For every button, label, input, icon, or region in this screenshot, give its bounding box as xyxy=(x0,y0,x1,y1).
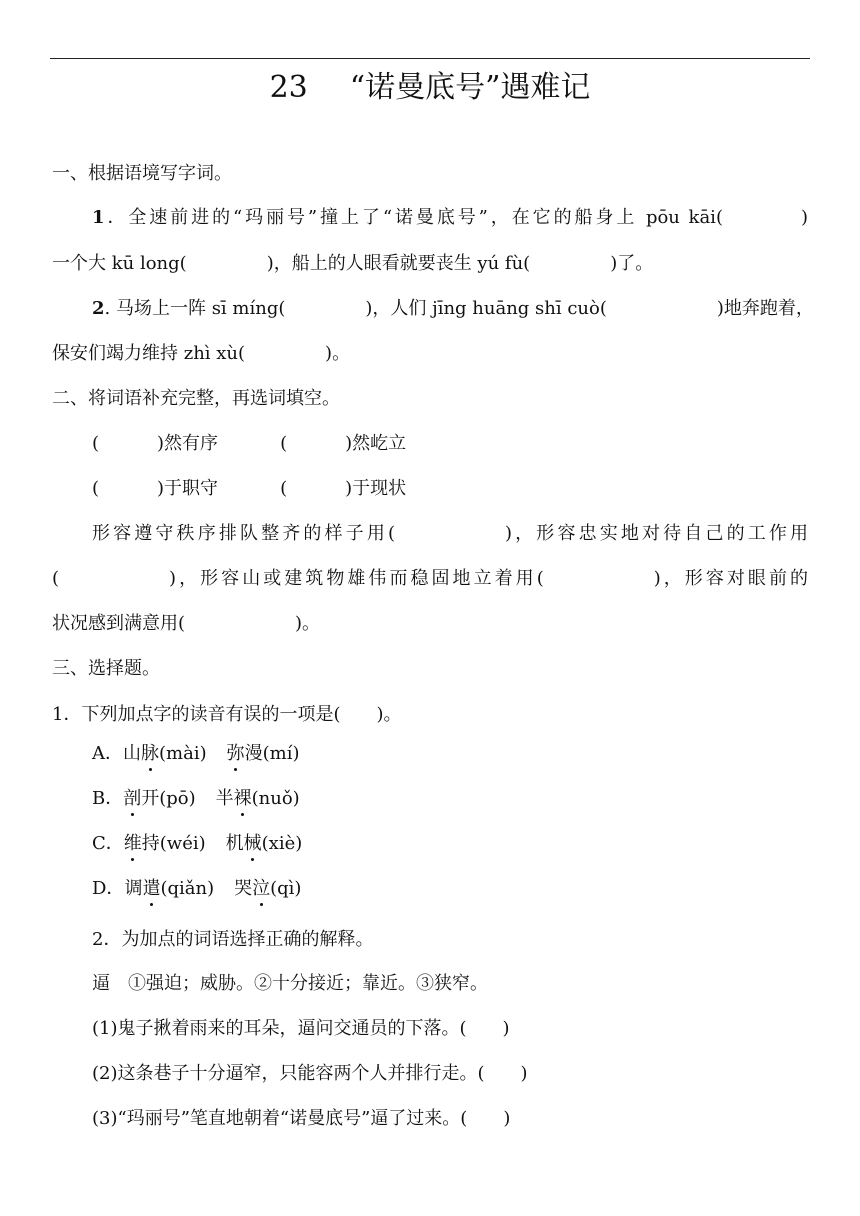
lesson-number: 23 xyxy=(269,70,308,105)
emphasis-dot-char: 裸 xyxy=(233,788,252,809)
header-rule xyxy=(50,58,810,59)
s3-q2-stem: 2．为加点的词语选择正确的解释。 xyxy=(92,929,374,950)
s3-q2-item-3[interactable]: (3)“玛丽号”笔直地朝着“诺曼底号”逼了过来。( ) xyxy=(92,1108,511,1129)
option-a[interactable]: A．山脉(mài) 弥漫(mí) xyxy=(92,743,300,764)
lesson-title: “诺曼底号”遇难记 xyxy=(349,70,591,105)
s1-q1-line1: 1．全速前进的“玛丽号”撞上了“诺曼底号”，在它的船身上 pōu kāi( ) xyxy=(92,207,808,228)
s3-q2-item-1[interactable]: (1)鬼子揪着雨来的耳朵，逼问交通员的下落。( ) xyxy=(92,1018,510,1039)
emphasis-dot-char: 泣 xyxy=(252,878,271,899)
emphasis-dot-char: 械 xyxy=(243,833,262,854)
s1-q2-line1: 2. 马场上一阵 sī míng( )，人们 jīng huāng shī cuò( )地奔跑着， xyxy=(92,298,814,319)
s3-q2-item-2[interactable]: (2)这条巷子十分逼窄，只能容两个人并排行走。( ) xyxy=(92,1063,528,1084)
s1-q2-number: 2 xyxy=(92,298,105,319)
s1-q1-line2: 一个大 kū long( )，船上的人眼看就要丧生 yú fù( )了。 xyxy=(52,253,654,274)
s3-q1-stem: 1．下列加点字的读音有误的一项是( )。 xyxy=(52,704,402,725)
emphasis-dot-char: 遣 xyxy=(142,878,161,899)
section-1-heading: 一、根据语境写字词。 xyxy=(52,163,232,184)
section-3-heading: 三、选择题。 xyxy=(52,658,160,679)
option-c[interactable]: C．维持(wéi) 机械(xiè) xyxy=(92,833,303,854)
s2-words-row2: ( )于职守 ( )于现状 xyxy=(92,478,407,499)
s2-paragraph-line2: ( )，形容山或建筑物雄伟而稳固地立着用( )，形容对眼前的 xyxy=(52,568,808,589)
emphasis-dot-char: 剖 xyxy=(123,788,142,809)
section-2-heading: 二、将词语补充完整，再选词填空。 xyxy=(52,388,340,409)
s1-q1-number: 1 xyxy=(92,207,105,228)
s3-q2-definition: 逼 ①强迫；威胁。②十分接近；靠近。③狭窄。 xyxy=(92,973,488,994)
option-d[interactable]: D．调遣(qiǎn) 哭泣(qì) xyxy=(92,878,302,899)
s2-paragraph-line1: 形容遵守秩序排队整齐的样子用( )，形容忠实地对待自己的工作用 xyxy=(92,523,808,544)
option-b[interactable]: B．剖开(pō) 半裸(nuǒ) xyxy=(92,788,300,809)
emphasis-dot-char: 弥 xyxy=(226,743,245,764)
s2-words-row1: ( )然有序 ( )然屹立 xyxy=(92,433,407,454)
s1-q2-line2: 保安们竭力维持 zhì xù( )。 xyxy=(52,343,351,364)
emphasis-dot-char: 维 xyxy=(123,833,142,854)
emphasis-dot-char: 脉 xyxy=(141,743,159,764)
s2-paragraph-line3: 状况感到满意用( )。 xyxy=(52,613,321,634)
page-title xyxy=(0,62,860,106)
